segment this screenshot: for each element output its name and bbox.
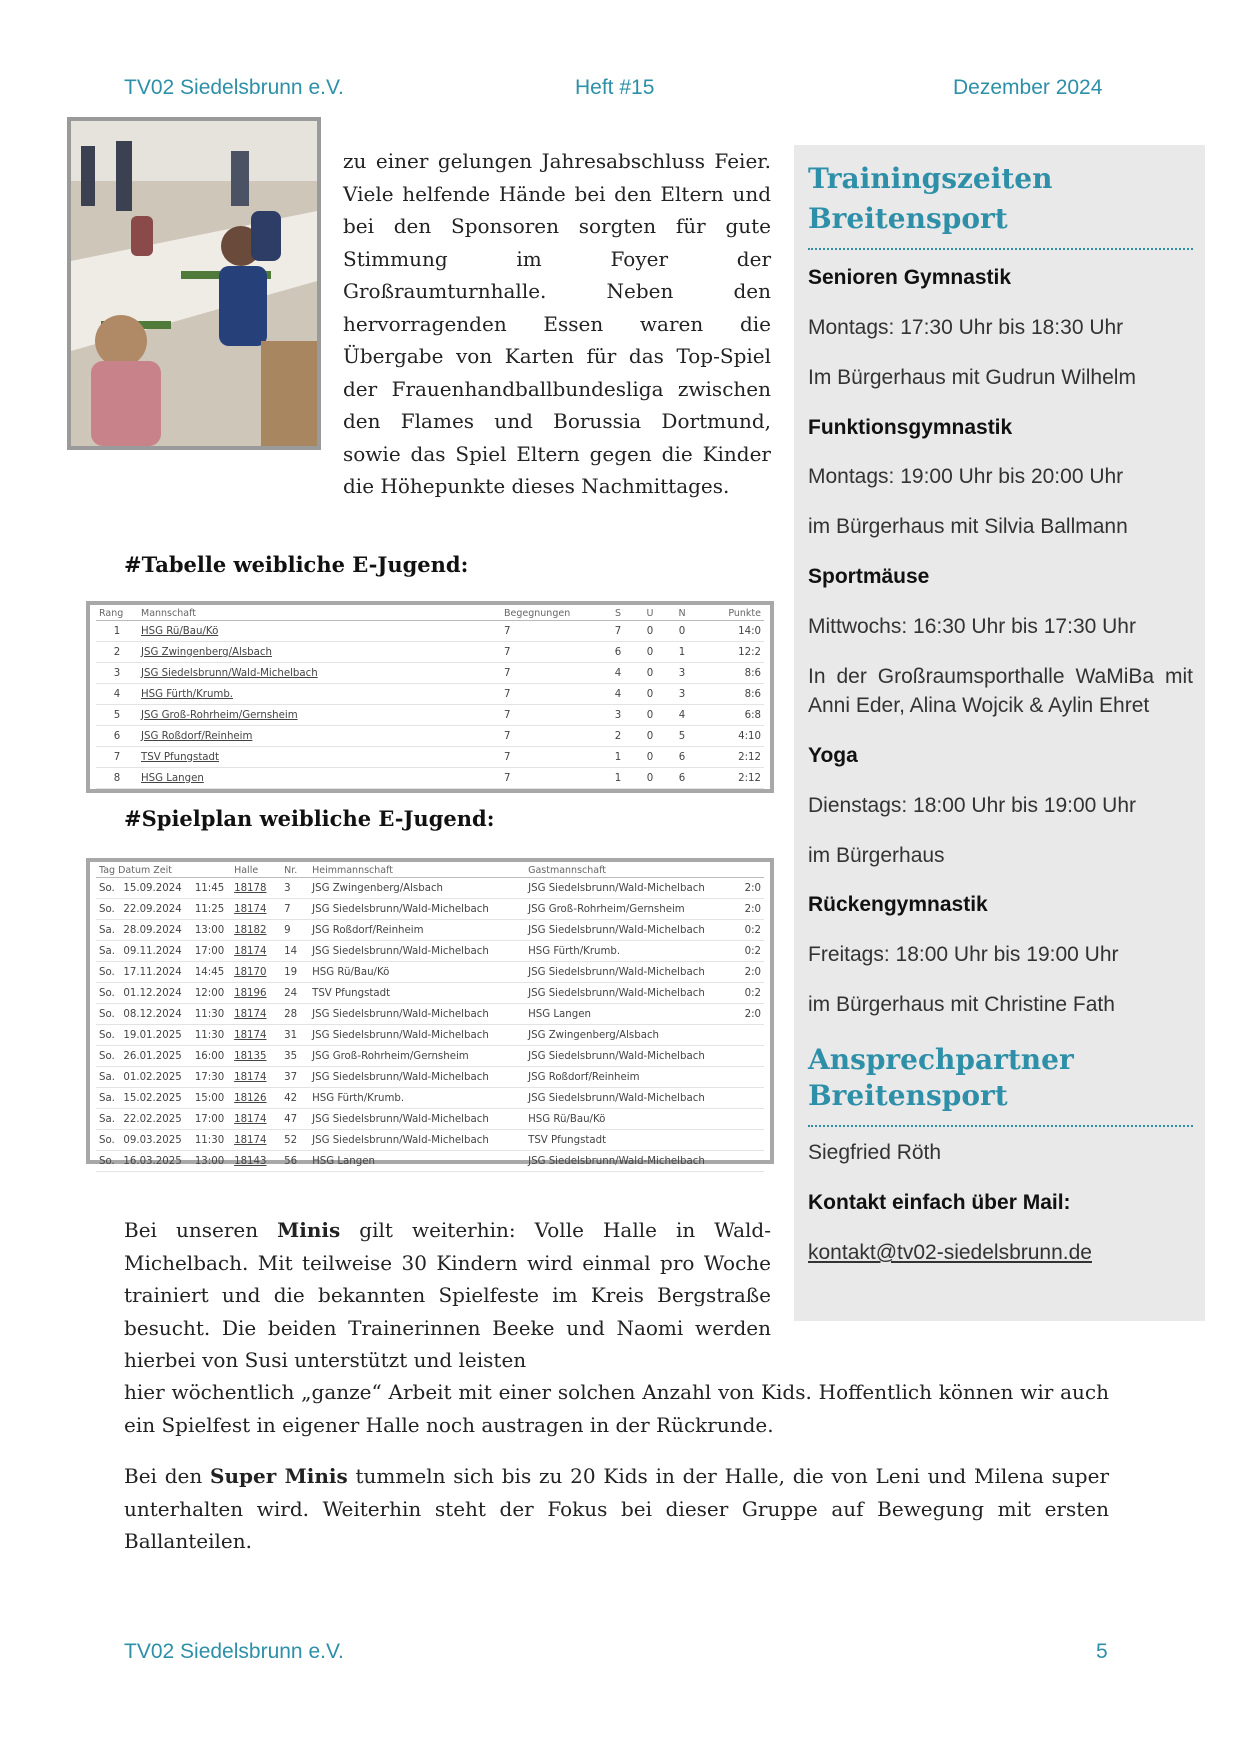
day-cell: Sa. [96, 1067, 120, 1088]
draws-cell: 0 [634, 747, 666, 768]
losses-cell: 3 [666, 663, 698, 684]
time-cell: 17:00 [192, 941, 231, 962]
item-0-place: Im Bürgerhaus mit Gudrun Wilhelm [808, 366, 1136, 389]
guest-cell: HSG Fürth/Krumb. [525, 941, 728, 962]
col-guest: Gastmannschaft [525, 864, 728, 878]
games-cell: 7 [501, 621, 602, 642]
time-cell: 17:00 [192, 1109, 231, 1130]
minis-bold: Minis [277, 1218, 341, 1242]
rank-cell: 1 [96, 621, 138, 642]
games-cell: 7 [501, 747, 602, 768]
date-cell: 09.03.2025 [120, 1130, 191, 1151]
nr-cell: 47 [281, 1109, 309, 1130]
team-cell: JSG Groß-Rohrheim/Gernsheim [138, 705, 501, 726]
rank-cell: 8 [96, 768, 138, 789]
rank-cell: 6 [96, 726, 138, 747]
nr-cell: 3 [281, 878, 309, 899]
nr-cell: 7 [281, 899, 309, 920]
home-cell: JSG Zwingenberg/Alsbach [309, 878, 525, 899]
date-cell: 08.12.2024 [120, 1004, 191, 1025]
table-row [96, 1130, 764, 1151]
games-cell: 7 [501, 663, 602, 684]
col-date: Tag Datum Zeit [96, 864, 231, 878]
item-3-time: Dienstags: 18:00 Uhr bis 19:00 Uhr [808, 794, 1137, 817]
col-nr: Nr. [281, 864, 309, 878]
time-cell: 11:25 [192, 899, 231, 920]
guest-cell: JSG Siedelsbrunn/Wald-Michelbach [525, 1151, 728, 1172]
time-cell: 13:00 [192, 920, 231, 941]
date-cell: 09.11.2024 [120, 941, 191, 962]
hall-cell: 18174 [231, 1067, 281, 1088]
schedule-table [86, 858, 774, 1167]
superminis-bold: Super Minis [210, 1464, 348, 1488]
time-cell: 11:45 [192, 878, 231, 899]
team-cell: HSG Rü/Bau/Kö [138, 621, 501, 642]
draws-cell: 0 [634, 642, 666, 663]
day-cell: So. [96, 962, 120, 983]
losses-cell: 5 [666, 726, 698, 747]
losses-cell: 1 [666, 642, 698, 663]
col-points: Punkte [698, 607, 764, 621]
result-cell: 2:0 [728, 1004, 764, 1025]
item-0-name: Senioren Gymnastik [808, 266, 1012, 289]
table-row [96, 642, 764, 663]
minis-paragraph: Bei unseren Minis gilt weiterhin: Volle Halle in Wald-Michelbach. Mit teilweise 30 Kindern wird einmal pro Woche trainiert und die bekannten Spielfeste im Kreis Bergstraße besucht. Die beiden Trainerinnen Beeke und Naomi werden hierbei von Susi unterstützt und leisten [124, 1218, 771, 1372]
rank-cell: 4 [96, 684, 138, 705]
guest-cell: HSG Rü/Bau/Kö [525, 1109, 728, 1130]
home-cell: JSG Siedelsbrunn/Wald-Michelbach [309, 1025, 525, 1046]
hall-cell: 18174 [231, 1130, 281, 1151]
col-result [728, 864, 764, 878]
divider [808, 248, 1193, 250]
table-row [96, 663, 764, 684]
guest-cell: JSG Roßdorf/Reinheim [525, 1067, 728, 1088]
hall-cell: 18174 [231, 1004, 281, 1025]
hall-cell: 18143 [231, 1151, 281, 1172]
time-cell: 12:00 [192, 983, 231, 1004]
nr-cell: 42 [281, 1088, 309, 1109]
sidebar-title: Trainingszeiten Breitensport [808, 162, 1053, 235]
team-cell: JSG Roßdorf/Reinheim [138, 726, 501, 747]
games-cell: 7 [501, 684, 602, 705]
points-cell: 2:12 [698, 747, 764, 768]
table-row [96, 1088, 764, 1109]
item-2-time: Mittwochs: 16:30 Uhr bis 17:30 Uhr [808, 615, 1136, 638]
team-cell: JSG Siedelsbrunn/Wald-Michelbach [138, 663, 501, 684]
home-cell: JSG Roßdorf/Reinheim [309, 920, 525, 941]
col-draws: U [634, 607, 666, 621]
table-row [96, 962, 764, 983]
day-cell: So. [96, 1025, 120, 1046]
team-cell: HSG Langen [138, 768, 501, 789]
guest-cell: TSV Pfungstadt [525, 1130, 728, 1151]
rank-cell: 2 [96, 642, 138, 663]
nr-cell: 19 [281, 962, 309, 983]
table-row [96, 1025, 764, 1046]
date-cell: 19.01.2025 [120, 1025, 191, 1046]
item-4-time: Freitags: 18:00 Uhr bis 19:00 Uhr [808, 943, 1119, 966]
day-cell: Sa. [96, 920, 120, 941]
header-org: TV02 Siedelsbrunn e.V. [124, 76, 344, 99]
guest-cell: JSG Siedelsbrunn/Wald-Michelbach [525, 962, 728, 983]
points-cell: 4:10 [698, 726, 764, 747]
table-row [96, 920, 764, 941]
home-cell: TSV Pfungstadt [309, 983, 525, 1004]
schedule-heading: #Spielplan weibliche E-Jugend: [124, 806, 495, 831]
page-number: 5 [1096, 1640, 1108, 1663]
result-cell [728, 1130, 764, 1151]
day-cell: So. [96, 983, 120, 1004]
item-3-name: Yoga [808, 744, 858, 767]
table-row [96, 1109, 764, 1130]
nr-cell: 14 [281, 941, 309, 962]
time-cell: 17:30 [192, 1067, 231, 1088]
item-4-name: Rückengymnastik [808, 893, 988, 916]
col-hall: Halle [231, 864, 281, 878]
table-row [96, 899, 764, 920]
team-cell: TSV Pfungstadt [138, 747, 501, 768]
day-cell: Sa. [96, 941, 120, 962]
draws-cell: 0 [634, 768, 666, 789]
date-cell: 22.09.2024 [120, 899, 191, 920]
games-cell: 7 [501, 705, 602, 726]
guest-cell: JSG Siedelsbrunn/Wald-Michelbach [525, 1046, 728, 1067]
item-2-place: In der Großraumsporthalle WaMiBa mit Anni Eder, Alina Wojcik & Aylin Ehret [808, 665, 1193, 717]
col-games: Begegnungen [501, 607, 602, 621]
home-cell: JSG Siedelsbrunn/Wald-Michelbach [309, 1130, 525, 1151]
guest-cell: HSG Langen [525, 1004, 728, 1025]
draws-cell: 0 [634, 726, 666, 747]
result-cell [728, 1025, 764, 1046]
hall-cell: 18178 [231, 878, 281, 899]
hall-cell: 18174 [231, 899, 281, 920]
standings-header-row [96, 607, 764, 621]
time-cell: 15:00 [192, 1088, 231, 1109]
col-rank: Rang [96, 607, 138, 621]
home-cell: JSG Groß-Rohrheim/Gernsheim [309, 1046, 525, 1067]
time-cell: 11:30 [192, 1004, 231, 1025]
result-cell: 2:0 [728, 878, 764, 899]
hall-cell: 18174 [231, 941, 281, 962]
points-cell: 12:2 [698, 642, 764, 663]
rank-cell: 7 [96, 747, 138, 768]
hall-cell: 18135 [231, 1046, 281, 1067]
nr-cell: 56 [281, 1151, 309, 1172]
losses-cell: 6 [666, 747, 698, 768]
result-cell: 2:0 [728, 962, 764, 983]
item-4-place: im Bürgerhaus mit Christine Fath [808, 993, 1115, 1016]
result-cell: 0:2 [728, 941, 764, 962]
day-cell: Sa. [96, 1088, 120, 1109]
draws-cell: 0 [634, 684, 666, 705]
date-cell: 17.11.2024 [120, 962, 191, 983]
day-cell: So. [96, 1130, 120, 1151]
result-cell [728, 1151, 764, 1172]
hall-cell: 18126 [231, 1088, 281, 1109]
wins-cell: 6 [602, 642, 634, 663]
time-cell: 11:30 [192, 1025, 231, 1046]
table-row [96, 747, 764, 768]
date-cell: 22.02.2025 [120, 1109, 191, 1130]
guest-cell: JSG Siedelsbrunn/Wald-Michelbach [525, 878, 728, 899]
games-cell: 7 [501, 726, 602, 747]
time-cell: 11:30 [192, 1130, 231, 1151]
nr-cell: 24 [281, 983, 309, 1004]
time-cell: 14:45 [192, 962, 231, 983]
divider [808, 1125, 1193, 1127]
home-cell: JSG Siedelsbrunn/Wald-Michelbach [309, 899, 525, 920]
time-cell: 16:00 [192, 1046, 231, 1067]
nr-cell: 35 [281, 1046, 309, 1067]
col-home: Heimmannschaft [309, 864, 525, 878]
nr-cell: 37 [281, 1067, 309, 1088]
table-row [96, 1151, 764, 1172]
item-1-time: Montags: 19:00 Uhr bis 20:00 Uhr [808, 465, 1124, 488]
points-cell: 8:6 [698, 663, 764, 684]
header-issue: Heft #15 [575, 76, 655, 99]
hall-cell: 18174 [231, 1025, 281, 1046]
home-cell: JSG Siedelsbrunn/Wald-Michelbach [309, 1109, 525, 1130]
day-cell: So. [96, 878, 120, 899]
wins-cell: 1 [602, 768, 634, 789]
table-row [96, 878, 764, 899]
home-cell: HSG Fürth/Krumb. [309, 1088, 525, 1109]
date-cell: 16.03.2025 [120, 1151, 191, 1172]
guest-cell: JSG Siedelsbrunn/Wald-Michelbach [525, 920, 728, 941]
guest-cell: JSG Siedelsbrunn/Wald-Michelbach [525, 983, 728, 1004]
wins-cell: 2 [602, 726, 634, 747]
col-losses: N [666, 607, 698, 621]
day-cell: So. [96, 1151, 120, 1172]
wins-cell: 4 [602, 684, 634, 705]
home-cell: JSG Siedelsbrunn/Wald-Michelbach [309, 1067, 525, 1088]
nr-cell: 52 [281, 1130, 309, 1151]
home-cell: JSG Siedelsbrunn/Wald-Michelbach [309, 1004, 525, 1025]
table-row [96, 1067, 764, 1088]
standings-heading: #Tabelle weibliche E-Jugend: [124, 552, 469, 577]
wins-cell: 3 [602, 705, 634, 726]
schedule-header-row [96, 864, 764, 878]
table-row [96, 621, 764, 642]
date-cell: 01.12.2024 [120, 983, 191, 1004]
date-cell: 15.02.2025 [120, 1088, 191, 1109]
losses-cell: 0 [666, 621, 698, 642]
table-row [96, 726, 764, 747]
contact-label: Kontakt einfach über Mail: [808, 1191, 1071, 1214]
date-cell: 28.09.2024 [120, 920, 191, 941]
contact-email-link[interactable]: kontakt@tv02-siedelsbrunn.de [808, 1241, 1092, 1264]
table-row [96, 684, 764, 705]
hall-cell: 18182 [231, 920, 281, 941]
rank-cell: 3 [96, 663, 138, 684]
result-cell [728, 1088, 764, 1109]
result-cell: 2:0 [728, 899, 764, 920]
home-cell: JSG Siedelsbrunn/Wald-Michelbach [309, 941, 525, 962]
item-1-place: im Bürgerhaus mit Silvia Ballmann [808, 515, 1128, 538]
result-cell [728, 1046, 764, 1067]
date-cell: 15.09.2024 [120, 878, 191, 899]
guest-cell: JSG Groß-Rohrheim/Gernsheim [525, 899, 728, 920]
points-cell: 2:12 [698, 768, 764, 789]
nr-cell: 28 [281, 1004, 309, 1025]
home-cell: HSG Rü/Bau/Kö [309, 962, 525, 983]
table-row [96, 1004, 764, 1025]
hall-cell: 18196 [231, 983, 281, 1004]
day-cell: So. [96, 1046, 120, 1067]
table-row [96, 768, 764, 789]
draws-cell: 0 [634, 663, 666, 684]
team-cell: HSG Fürth/Krumb. [138, 684, 501, 705]
points-cell: 14:0 [698, 621, 764, 642]
table-row [96, 941, 764, 962]
draws-cell: 0 [634, 621, 666, 642]
superminis-paragraph: Bei den Super Minis tummeln sich bis zu 20 Kids in der Halle, die von Leni und Milena super unterhalten wird. Weiterhin steht der Fokus bei dieser Gruppe auf Bewegung mit ersten Ballanteilen. [124, 1464, 1110, 1553]
standings-table [86, 601, 774, 793]
day-cell: So. [96, 1004, 120, 1025]
result-cell: 0:2 [728, 983, 764, 1004]
wins-cell: 4 [602, 663, 634, 684]
header-date: Dezember 2024 [953, 76, 1103, 99]
losses-cell: 3 [666, 684, 698, 705]
losses-cell: 4 [666, 705, 698, 726]
result-cell [728, 1067, 764, 1088]
training-sidebar [794, 145, 1205, 1321]
draws-cell: 0 [634, 705, 666, 726]
result-cell [728, 1109, 764, 1130]
col-team: Mannschaft [138, 607, 501, 621]
nr-cell: 31 [281, 1025, 309, 1046]
games-cell: 7 [501, 642, 602, 663]
col-wins: S [602, 607, 634, 621]
result-cell: 0:2 [728, 920, 764, 941]
hall-cell: 18170 [231, 962, 281, 983]
nr-cell: 9 [281, 920, 309, 941]
footer-org: TV02 Siedelsbrunn e.V. [124, 1640, 344, 1663]
hall-cell: 18174 [231, 1109, 281, 1130]
guest-cell: JSG Siedelsbrunn/Wald-Michelbach [525, 1088, 728, 1109]
wins-cell: 7 [602, 621, 634, 642]
day-cell: Sa. [96, 1109, 120, 1130]
losses-cell: 6 [666, 768, 698, 789]
day-cell: So. [96, 899, 120, 920]
team-cell: JSG Zwingenberg/Alsbach [138, 642, 501, 663]
points-cell: 6:8 [698, 705, 764, 726]
table-row [96, 983, 764, 1004]
wins-cell: 1 [602, 747, 634, 768]
date-cell: 01.02.2025 [120, 1067, 191, 1088]
item-1-name: Funktionsgymnastik [808, 416, 1013, 439]
rank-cell: 5 [96, 705, 138, 726]
contact-name: Siegfried Röth [808, 1141, 942, 1164]
table-row [96, 705, 764, 726]
item-0-time: Montags: 17:30 Uhr bis 18:30 Uhr [808, 316, 1124, 339]
date-cell: 26.01.2025 [120, 1046, 191, 1067]
games-cell: 7 [501, 768, 602, 789]
points-cell: 8:6 [698, 684, 764, 705]
item-2-name: Sportmäuse [808, 565, 930, 588]
table-row [96, 1046, 764, 1067]
minis-paragraph-cont: hier wöchentlich „ganze“ Arbeit mit einer solchen Anzahl von Kids. Hoffentlich können wir auch ein Spielfest in eigener Halle noch austragen in der Rückrunde. [124, 1380, 1109, 1437]
item-3-place: im Bürgerhaus [808, 844, 945, 867]
time-cell: 13:00 [192, 1151, 231, 1172]
guest-cell: JSG Zwingenberg/Alsbach [525, 1025, 728, 1046]
home-cell: HSG Langen [309, 1151, 525, 1172]
intro-paragraph: zu einer gelungen Jahresabschluss Feier. Viele helfende Hände bei den Eltern und bei den Sponsoren sorgten für gute Stimmung im Foyer der Großraumturnhalle. Neben den hervorragenden Essen waren die Übergabe von Karten für das Top-Spiel der Frauenhandballbundesliga zwischen den Flames und Borussia Dortmund, sowie das Spiel Eltern gegen die Kinder die Höhepunkte dieses Nachmittages. [343, 149, 771, 498]
contact-title: Ansprechpartner Breitensport [808, 1043, 1074, 1112]
